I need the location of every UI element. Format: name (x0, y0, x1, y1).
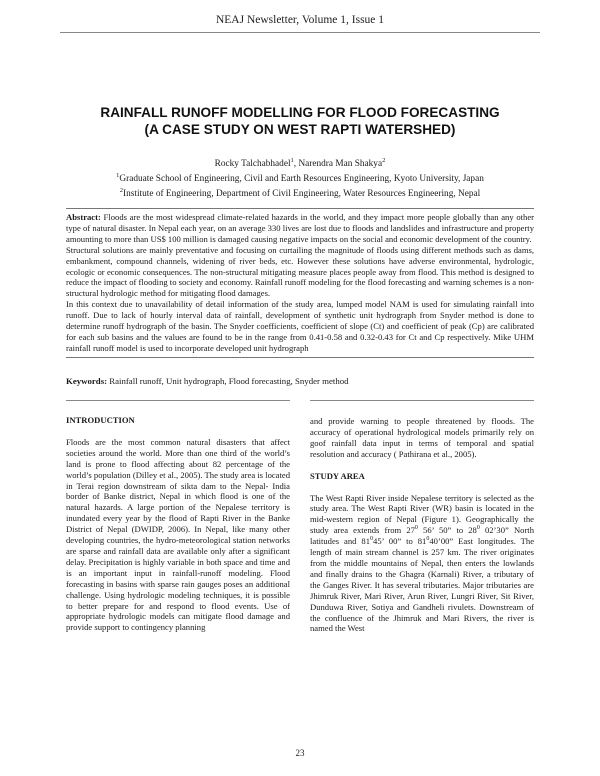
page-number: 23 (295, 748, 305, 758)
heading-spacer (66, 426, 290, 437)
paper-title (0, 104, 600, 138)
keywords-label: Keywords: (66, 376, 108, 386)
abstract (66, 212, 534, 354)
author-block (0, 155, 600, 200)
abstract-paragraph-2: Structural solutions are mainly preventative and focusing on curtailing the magnitude of floods using different methods such as dams, embankment, compound channels, widening of river beds, etc. However these solutions have adverse environmental, hydrologic, ecologic or economic consequences. The non-structural mitigating measure places people away from flood. This method is designed to reduce the impact of flooding to society and economy. Rainfall runoff modeling for the flood forecasting and warning schemes is a non-structural hydrologic method for mitigating flood damages. (66, 244, 534, 299)
affiliation-2 (0, 185, 600, 200)
degree-mark-1: 0 (414, 525, 418, 532)
study-area-heading: STUDY AREA (310, 470, 365, 481)
left-column (66, 415, 290, 633)
author-1: Rocky Talchabhadel (214, 159, 291, 170)
study-area-text-2: 56’ 50” to 28 (417, 525, 477, 536)
heading-spacer-2 (310, 482, 534, 493)
abstract-label: Abstract: (66, 212, 101, 222)
title-line-1: RAINFALL RUNOFF MODELLING FOR FLOOD FORECASTING (100, 105, 500, 120)
title-line-2: (A CASE STUDY ON WEST RAPTI WATERSHED) (144, 122, 456, 137)
author-names (0, 155, 600, 170)
right-column (310, 416, 534, 634)
study-area-text-3: 02’30” North latitudes and 81 (310, 525, 534, 547)
keywords (66, 376, 534, 386)
affiliation-1 (0, 170, 600, 185)
abstract-text-1: Floods are the most widespread climate-related hazards in the world, and they impact more people globally than any other type of natural disaster. In Nepal each year, on an average 330 lives are lost due to floods and landslides and infrastructure and property amounting to more than US$ 100 million is damaged causing negative impacts on the social and economic development of the country. (66, 212, 534, 244)
affiliation-1-mark: 1 (116, 172, 120, 180)
degree-mark-4: 0 (426, 536, 430, 543)
author-separator: , (293, 159, 299, 170)
abstract-paragraph-3: In this context due to unavailability of detail information of the study area, lumped model NAM is used for simulating rainfall into runoff. Due to lack of hourly interval data of rainfall, development of synthetic unit hydrograph from Snyder method is done to determine runoff hydrograph of the basin. The Snyder coefficients, coefficient of slope (Ct) and coefficient of peak (Cp) are calibrated for each sub basins and the values are found to be in the range from 0.41-0.58 and 0.32-0.43 for Ct and Cp respectively. Mike UHM rainfall runoff model is used to incorporate developed unit hydrograph (66, 299, 534, 353)
affiliation-1-text: Graduate School of Engineering, Civil and Earth Resources Engineering, Kyoto University, Japan (119, 174, 484, 185)
study-area-text-5: 40’00” East longitudes. The length of main stream channel is 257 km. The river originates from the middle mountains of Nepal, then enters the lowlands and finally drains to the Ghagra (Karnali) River, a tributary of the Ganges River. It has several tributaries. Major tributaries are Jhimruk River, Mari River, Arun River, Lungri River, Sit River, Dunduwa River, Sotiya and Gandheli rivulets. Downstream of the confluence of the Jhimruk and Mari Rivers, the river is named the West (310, 536, 535, 634)
affiliation-2-mark: 2 (119, 187, 124, 195)
affiliation-2-text: Institute of Engineering, Department of Civil Engineering, Water Resources Engineering, Nepal (123, 189, 481, 200)
abstract-paragraph-1 (66, 212, 534, 245)
introduction-paragraph: Floods are the most common natural disasters that affect societies around the world. More than one third of the world’s land is prone to flood affecting about 82 percentage of the world’s population (Dilley et al., 2005). The study area is located in Terai region downstream of sikta dam to the Nepal- India border of Banke district, Nepal in which flood is one of the natural hazards. A large portion of the Nepalese territory is inundated every year by the flood of Rapti River in the Banke District of Nepal (DWIDP, 2006). In Nepal, like many other developing countries, the hydro-meteorological station networks are sparse and rainfall data are available only after a significant delay. Precipitation is highly variable in both space and time and is an important input in rainfall-runoff modeling. Flood forecasting in basins with sparse rain gauges poses an additional challenge. Using hydrologic modeling techniques, it is possible to better prepare for and respond to flood events. Use of appropriate hydrologic models can mitigate flood damage and provide support to contingency planning (66, 436, 290, 633)
degree-mark-2: 0 (476, 525, 480, 532)
right-column-rule (310, 400, 534, 401)
introduction-continuation: and provide warning to people threatened by floods. The accuracy of operational hydrological models primarily rely on goof rainfall data input in terms of temporal and spatial resolution and accuracy ( Pathirana et al., 2005). (310, 416, 534, 459)
header-divider (60, 32, 540, 33)
study-area-text-1: The West Rapti River inside Nepalese territory is selected as the study area. The West Rapti River (WR) basin is located in the mid-western region of Nepal (Figure 1). Geographically the study area extends from 27 (310, 492, 534, 536)
author-2: Narendra Man Shakya (298, 159, 383, 170)
author-1-affiliation-mark: 1 (290, 157, 294, 164)
keywords-text: Rainfall runoff, Unit hydrograph, Flood forecasting, Snyder method (107, 376, 349, 386)
running-header: NEAJ Newsletter, Volume 1, Issue 1 (215, 14, 385, 26)
left-column-rule (66, 400, 290, 401)
degree-mark-3: 0 (370, 536, 374, 543)
author-2-affiliation-mark: 2 (382, 157, 386, 164)
introduction-heading: INTRODUCTION (66, 415, 135, 425)
section-spacer (310, 460, 534, 471)
study-area-text-4: 45’ 00” to 81 (373, 536, 427, 547)
study-area-paragraph (310, 493, 534, 635)
